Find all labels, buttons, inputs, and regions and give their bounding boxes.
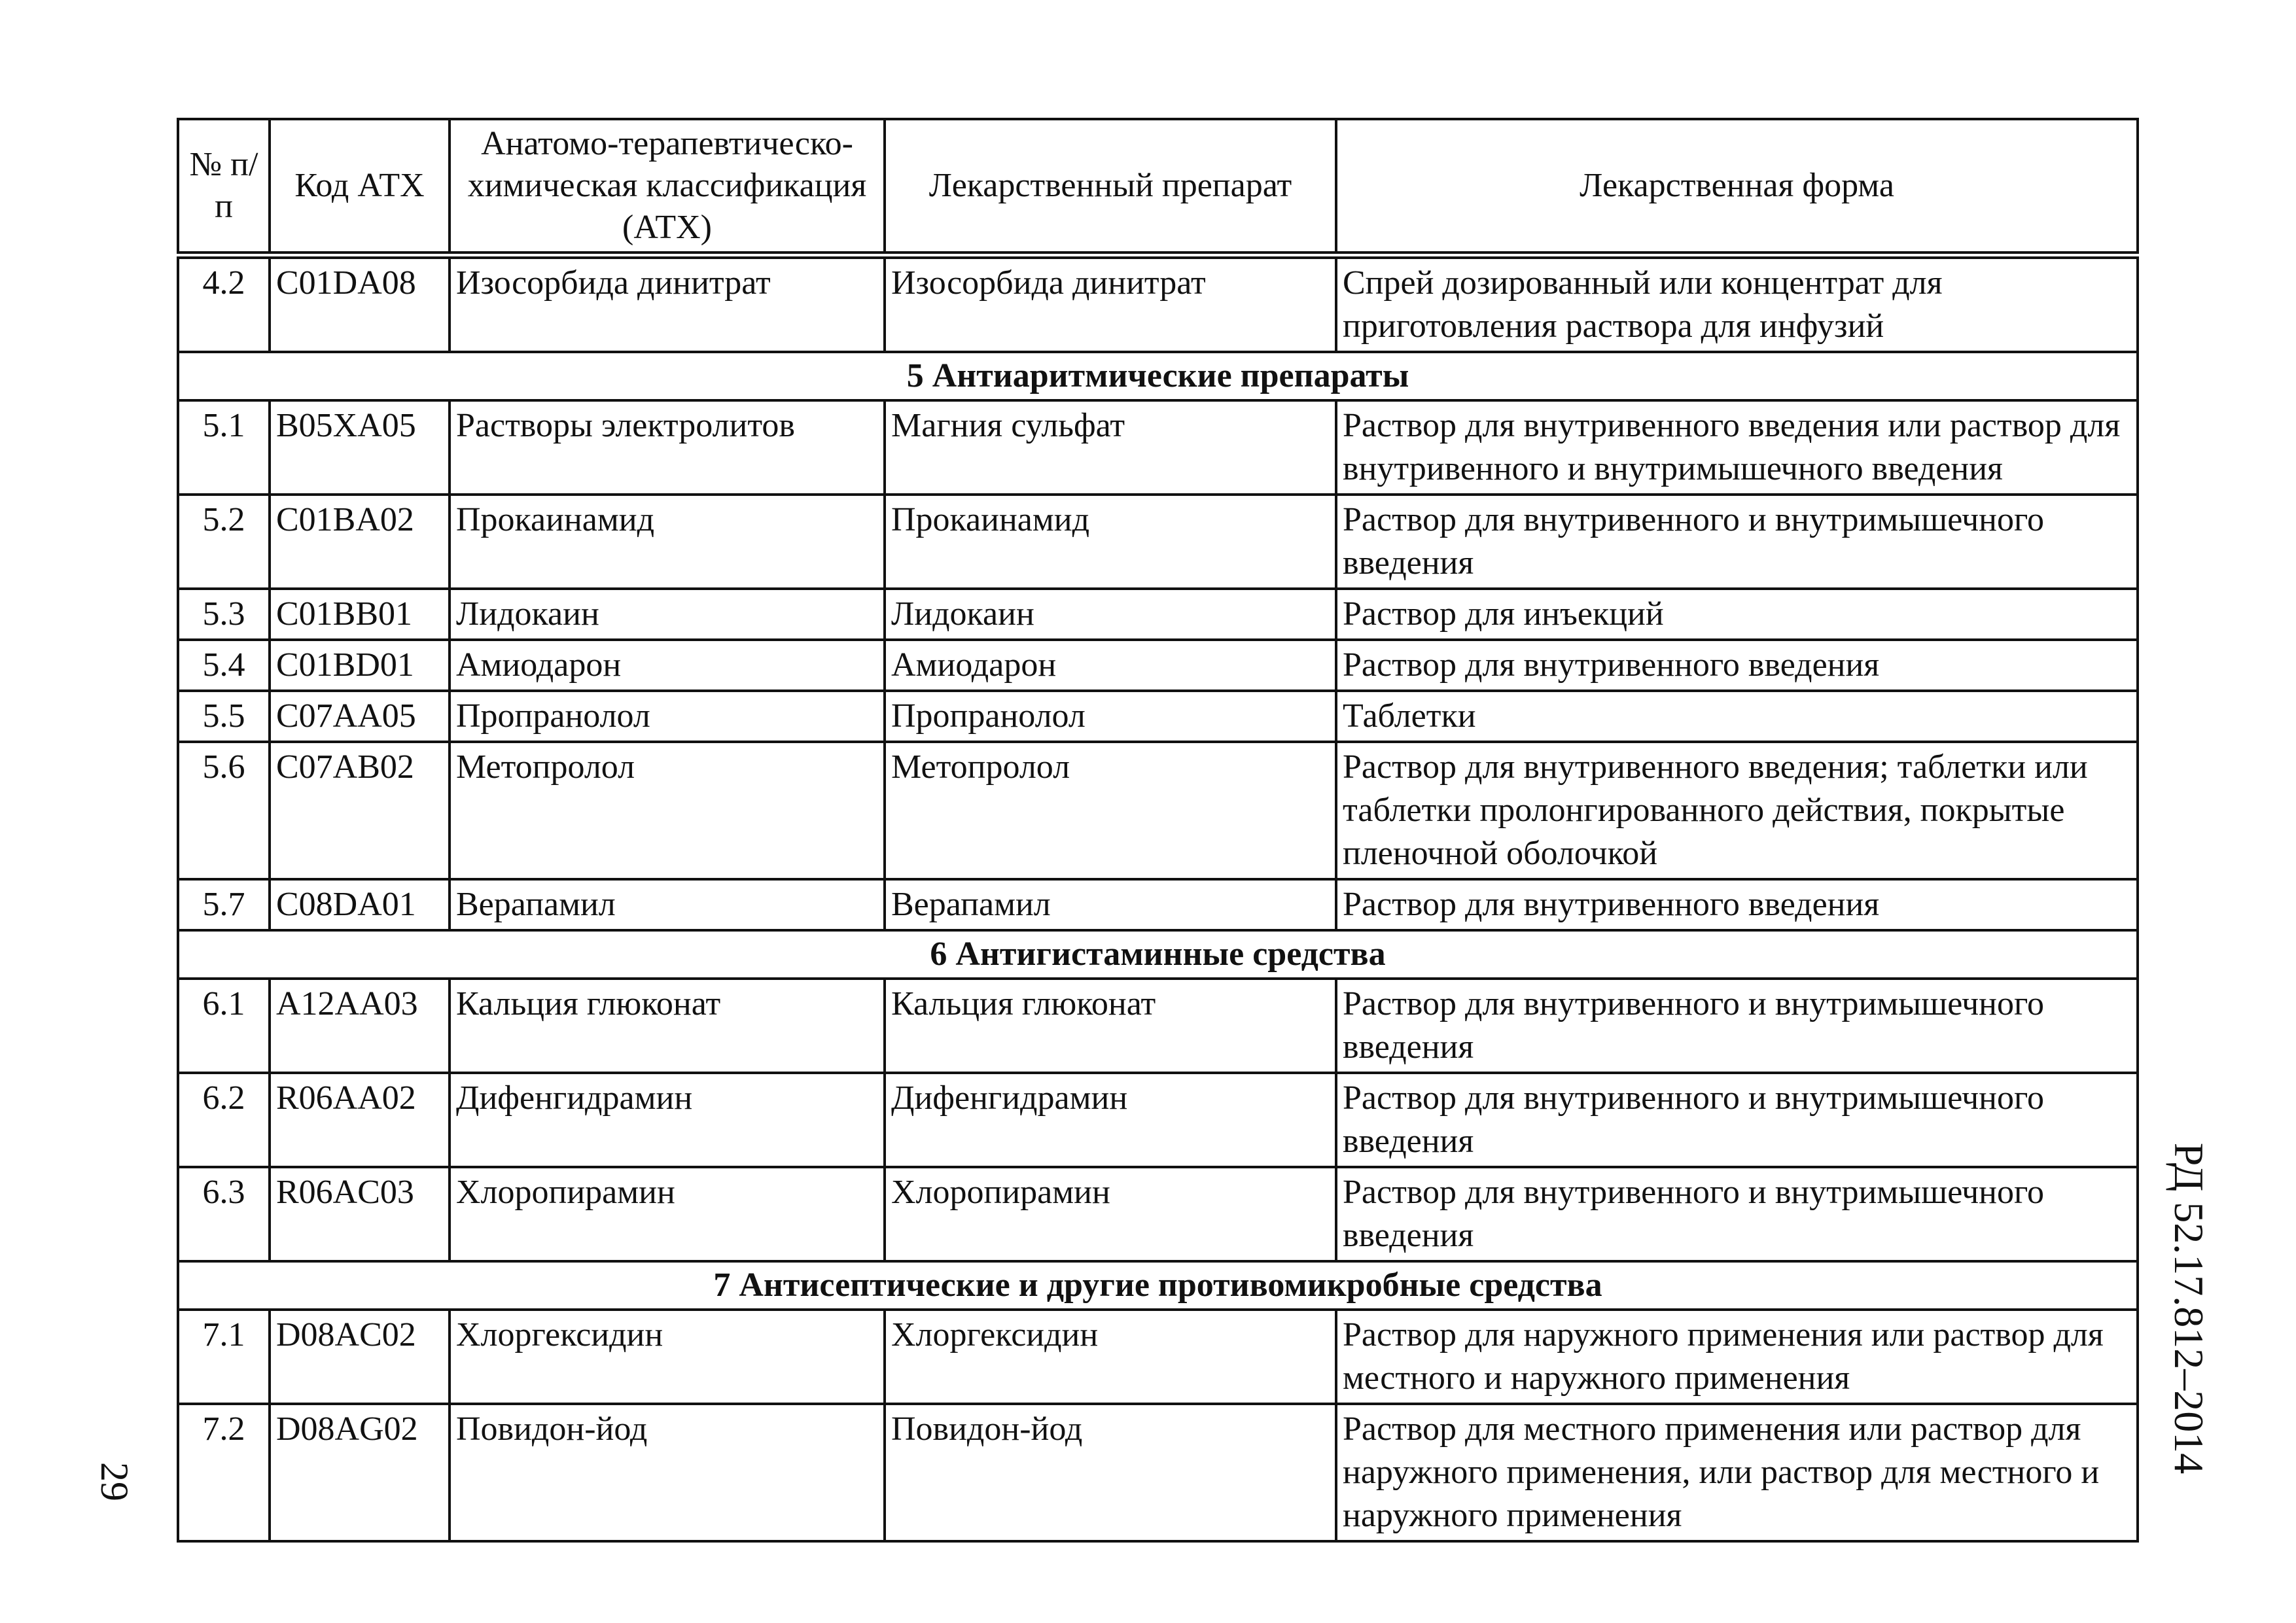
cell-atc-class: Верапамил (450, 879, 885, 930)
cell-atc-class: Кальция глюконат (450, 979, 885, 1073)
cell-num: 5.4 (178, 640, 270, 691)
table-row (178, 1073, 2138, 1167)
cell-drug: Лидокаин (885, 589, 1336, 640)
cell-atc-code: B05XA05 (270, 400, 450, 495)
cell-atc-class: Дифенгидрамин (450, 1073, 885, 1167)
page-number: 29 (93, 1462, 136, 1501)
cell-atc-class: Прокаинамид (450, 495, 885, 589)
cell-drug: Амиодарон (885, 640, 1336, 691)
cell-atc-code: D08AG02 (270, 1404, 450, 1541)
section-title: 7 Антисептические и другие противомикробные средства (178, 1261, 2138, 1310)
cell-num: 6.1 (178, 979, 270, 1073)
table-row (178, 691, 2138, 742)
cell-atc-class: Хлоропирамин (450, 1167, 885, 1261)
cell-atc-code: C01BB01 (270, 589, 450, 640)
table-row (178, 1404, 2138, 1541)
table-row (178, 879, 2138, 930)
cell-drug: Дифенгидрамин (885, 1073, 1336, 1167)
cell-drug: Хлоргексидин (885, 1310, 1336, 1404)
cell-atc-code: C07AA05 (270, 691, 450, 742)
cell-num: 5.7 (178, 879, 270, 930)
section-row (178, 1261, 2138, 1310)
cell-form: Раствор для наружного применения или раствор для местного и наружного применения (1336, 1310, 2138, 1404)
cell-atc-class: Метопролол (450, 742, 885, 879)
cell-atc-code: C08DA01 (270, 879, 450, 930)
drug-table (177, 118, 2139, 1543)
cell-num: 7.1 (178, 1310, 270, 1404)
cell-atc-class: Хлоргексидин (450, 1310, 885, 1404)
cell-atc-class: Пропранолол (450, 691, 885, 742)
table-row (178, 1167, 2138, 1261)
cell-num: 6.3 (178, 1167, 270, 1261)
cell-form: Раствор для внутривенного введения (1336, 640, 2138, 691)
section-row (178, 930, 2138, 979)
header-atc-class: Анатомо-терапевтическо-химическая классификация (АТХ) (450, 119, 885, 255)
table-row (178, 1310, 2138, 1404)
table-row (178, 400, 2138, 495)
cell-form: Раствор для внутривенного и внутримышечного введения (1336, 1073, 2138, 1167)
cell-drug: Верапамил (885, 879, 1336, 930)
cell-num: 5.1 (178, 400, 270, 495)
section-row (178, 352, 2138, 400)
cell-form: Раствор для внутривенного введения или раствор для внутривенного и внутримышечного введения (1336, 400, 2138, 495)
cell-num: 7.2 (178, 1404, 270, 1541)
cell-drug: Повидон-йод (885, 1404, 1336, 1541)
cell-form: Раствор для внутривенного введения; таблетки или таблетки пролонгированного действия, покрытые пленочной оболочкой (1336, 742, 2138, 879)
cell-atc-code: R06AA02 (270, 1073, 450, 1167)
cell-atc-class: Изосорбида динитрат (450, 255, 885, 352)
table-row (178, 495, 2138, 589)
cell-form: Раствор для внутривенного и внутримышечного введения (1336, 979, 2138, 1073)
table-row (178, 979, 2138, 1073)
cell-drug: Изосорбида динитрат (885, 255, 1336, 352)
cell-atc-code: C01DA08 (270, 255, 450, 352)
cell-atc-class: Повидон-йод (450, 1404, 885, 1541)
table-row (178, 742, 2138, 879)
cell-form: Раствор для местного применения или раствор для наружного применения, или раствор для местного и наружного применения (1336, 1404, 2138, 1541)
cell-atc-code: C07AB02 (270, 742, 450, 879)
cell-form: Таблетки (1336, 691, 2138, 742)
cell-num: 5.2 (178, 495, 270, 589)
cell-drug: Кальция глюконат (885, 979, 1336, 1073)
cell-num: 6.2 (178, 1073, 270, 1167)
cell-form: Спрей дозированный или концентрат для приготовления раствора для инфузий (1336, 255, 2138, 352)
table-row (178, 640, 2138, 691)
cell-num: 5.3 (178, 589, 270, 640)
cell-atc-code: A12AA03 (270, 979, 450, 1073)
cell-atc-code: C01BD01 (270, 640, 450, 691)
cell-drug: Прокаинамид (885, 495, 1336, 589)
section-title: 5 Антиаритмические препараты (178, 352, 2138, 400)
cell-drug: Хлоропирамин (885, 1167, 1336, 1261)
cell-atc-class: Растворы электролитов (450, 400, 885, 495)
cell-form: Раствор для внутривенного введения (1336, 879, 2138, 930)
cell-num: 4.2 (178, 255, 270, 352)
table-header-row (178, 119, 2138, 255)
cell-atc-code: C01BA02 (270, 495, 450, 589)
cell-num: 5.6 (178, 742, 270, 879)
cell-num: 5.5 (178, 691, 270, 742)
table-row (178, 255, 2138, 352)
cell-atc-class: Амиодарон (450, 640, 885, 691)
table-row (178, 589, 2138, 640)
document-code: РД 52.17.812–2014 (2166, 1142, 2212, 1475)
cell-atc-code: R06AC03 (270, 1167, 450, 1261)
header-num: № п/п (178, 119, 270, 255)
cell-atc-code: D08AC02 (270, 1310, 450, 1404)
cell-form: Раствор для инъекций (1336, 589, 2138, 640)
header-drug: Лекарственный препарат (885, 119, 1336, 255)
cell-drug: Метопролол (885, 742, 1336, 879)
header-form: Лекарственная форма (1336, 119, 2138, 255)
cell-atc-class: Лидокаин (450, 589, 885, 640)
cell-form: Раствор для внутривенного и внутримышечного введения (1336, 495, 2138, 589)
section-title: 6 Антигистаминные средства (178, 930, 2138, 979)
cell-drug: Магния сульфат (885, 400, 1336, 495)
cell-form: Раствор для внутривенного и внутримышечного введения (1336, 1167, 2138, 1261)
header-atc-code: Код АТХ (270, 119, 450, 255)
cell-drug: Пропранолол (885, 691, 1336, 742)
